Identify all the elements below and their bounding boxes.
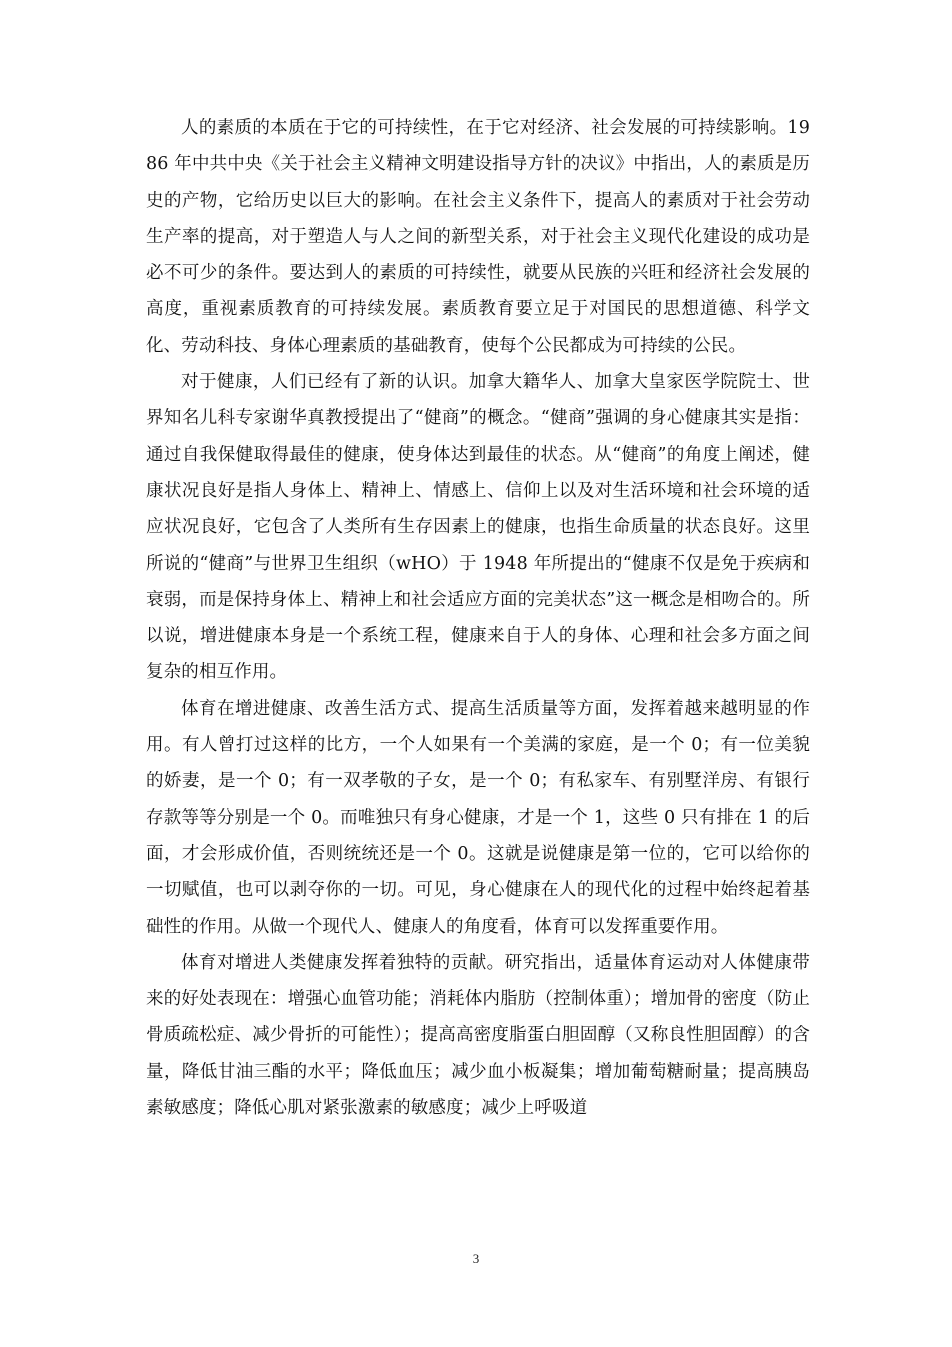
paragraph-sports-role: 体育在增进健康、改善生活方式、提高生活质量等方面，发挥着越来越明显的作用。有人曾打过这样的比方，一个人如果有一个美满的家庭，是一个 0；有一位美貌的娇妻，是一个 0；有一双孝敬的子女，是一个 0；有私家车、有别墅洋房、有银行存款等等分别是一个 0。而唯独只有身心健康，才是一个 1，这些 0 只有排在 1 的后面，才会形成价值，否则统统还是一个 0。这就是说健康是第一位的，它可以给你的一切赋值，也可以剥夺你的一切。可见，身心健康在人的现代化的过程中始终起着基础性的作用。从做一个现代人、健康人的角度看，体育可以发挥重要作用。 <box>146 698 810 937</box>
paragraph-exercise-benefits: 体育对增进人类健康发挥着独特的贡献。研究指出，适量体育运动对人体健康带来的好处表现在：增强心血管功能；消耗体内脂肪（控制体重）；增加骨的密度（防止骨质疏松症、减少骨折的可能性）；提高高密度脂蛋白胆固醇（又称良性胆固醇）的含量，降低甘油三酯的水平；降低血压；减少血小板凝集；增加葡萄糖耐量；提高胰岛素敏感度；降低心肌对紧张激素的敏感度；减少上呼吸道 <box>146 952 810 1119</box>
paragraph-quality-sustainability: 人的素质的本质在于它的可持续性，在于它对经济、社会发展的可持续影响。1986 年中共中央《关于社会主义精神文明建设指导方针的决议》中指出，人的素质是历史的产物，它给历史以巨大的影响。在社会主义条件下，提高人的素质对于社会劳动生产率的提高，对于塑造人与人之间的新型关系，对于社会主义现代化建设的成功是必不可少的条件。要达到人的素质的可持续性，就要从民族的兴旺和经济社会发展的高度，重视素质教育的可持续发展。素质教育要立足于对国民的思想道德、科学文化、劳动科技、身体心理素质的基础教育，使每个公民都成为可持续的公民。 <box>146 118 810 356</box>
page-number: 3 <box>472 1251 480 1266</box>
paragraph-health-quotient: 对于健康，人们已经有了新的认识。加拿大籍华人、加拿大皇家医学院院士、世界知名儿科专家谢华真教授提出了“健商”的概念。“健商”强调的身心健康其实是指：通过自我保健取得最佳的健康，使身体达到最佳的状态。从“健商”的角度上阐述，健康状况良好是指人身体上、精神上、情感上、信仰上以及对生活环境和社会环境的适应状况良好，它包含了人类所有生存因素上的健康，也指生命质量的状态良好。这里所说的“健商”与世界卫生组织（wHO）于 1948 年所提出的“健康不仅是免于疾病和衰弱，而是保持身体上、精神上和社会适应方面的完美状态”这一概念是相吻合的。所以说，增进健康本身是一个系统工程，健康来自于人的身体、心理和社会多方面之间复杂的相互作用。 <box>146 372 810 683</box>
body-text <box>146 110 810 1126</box>
